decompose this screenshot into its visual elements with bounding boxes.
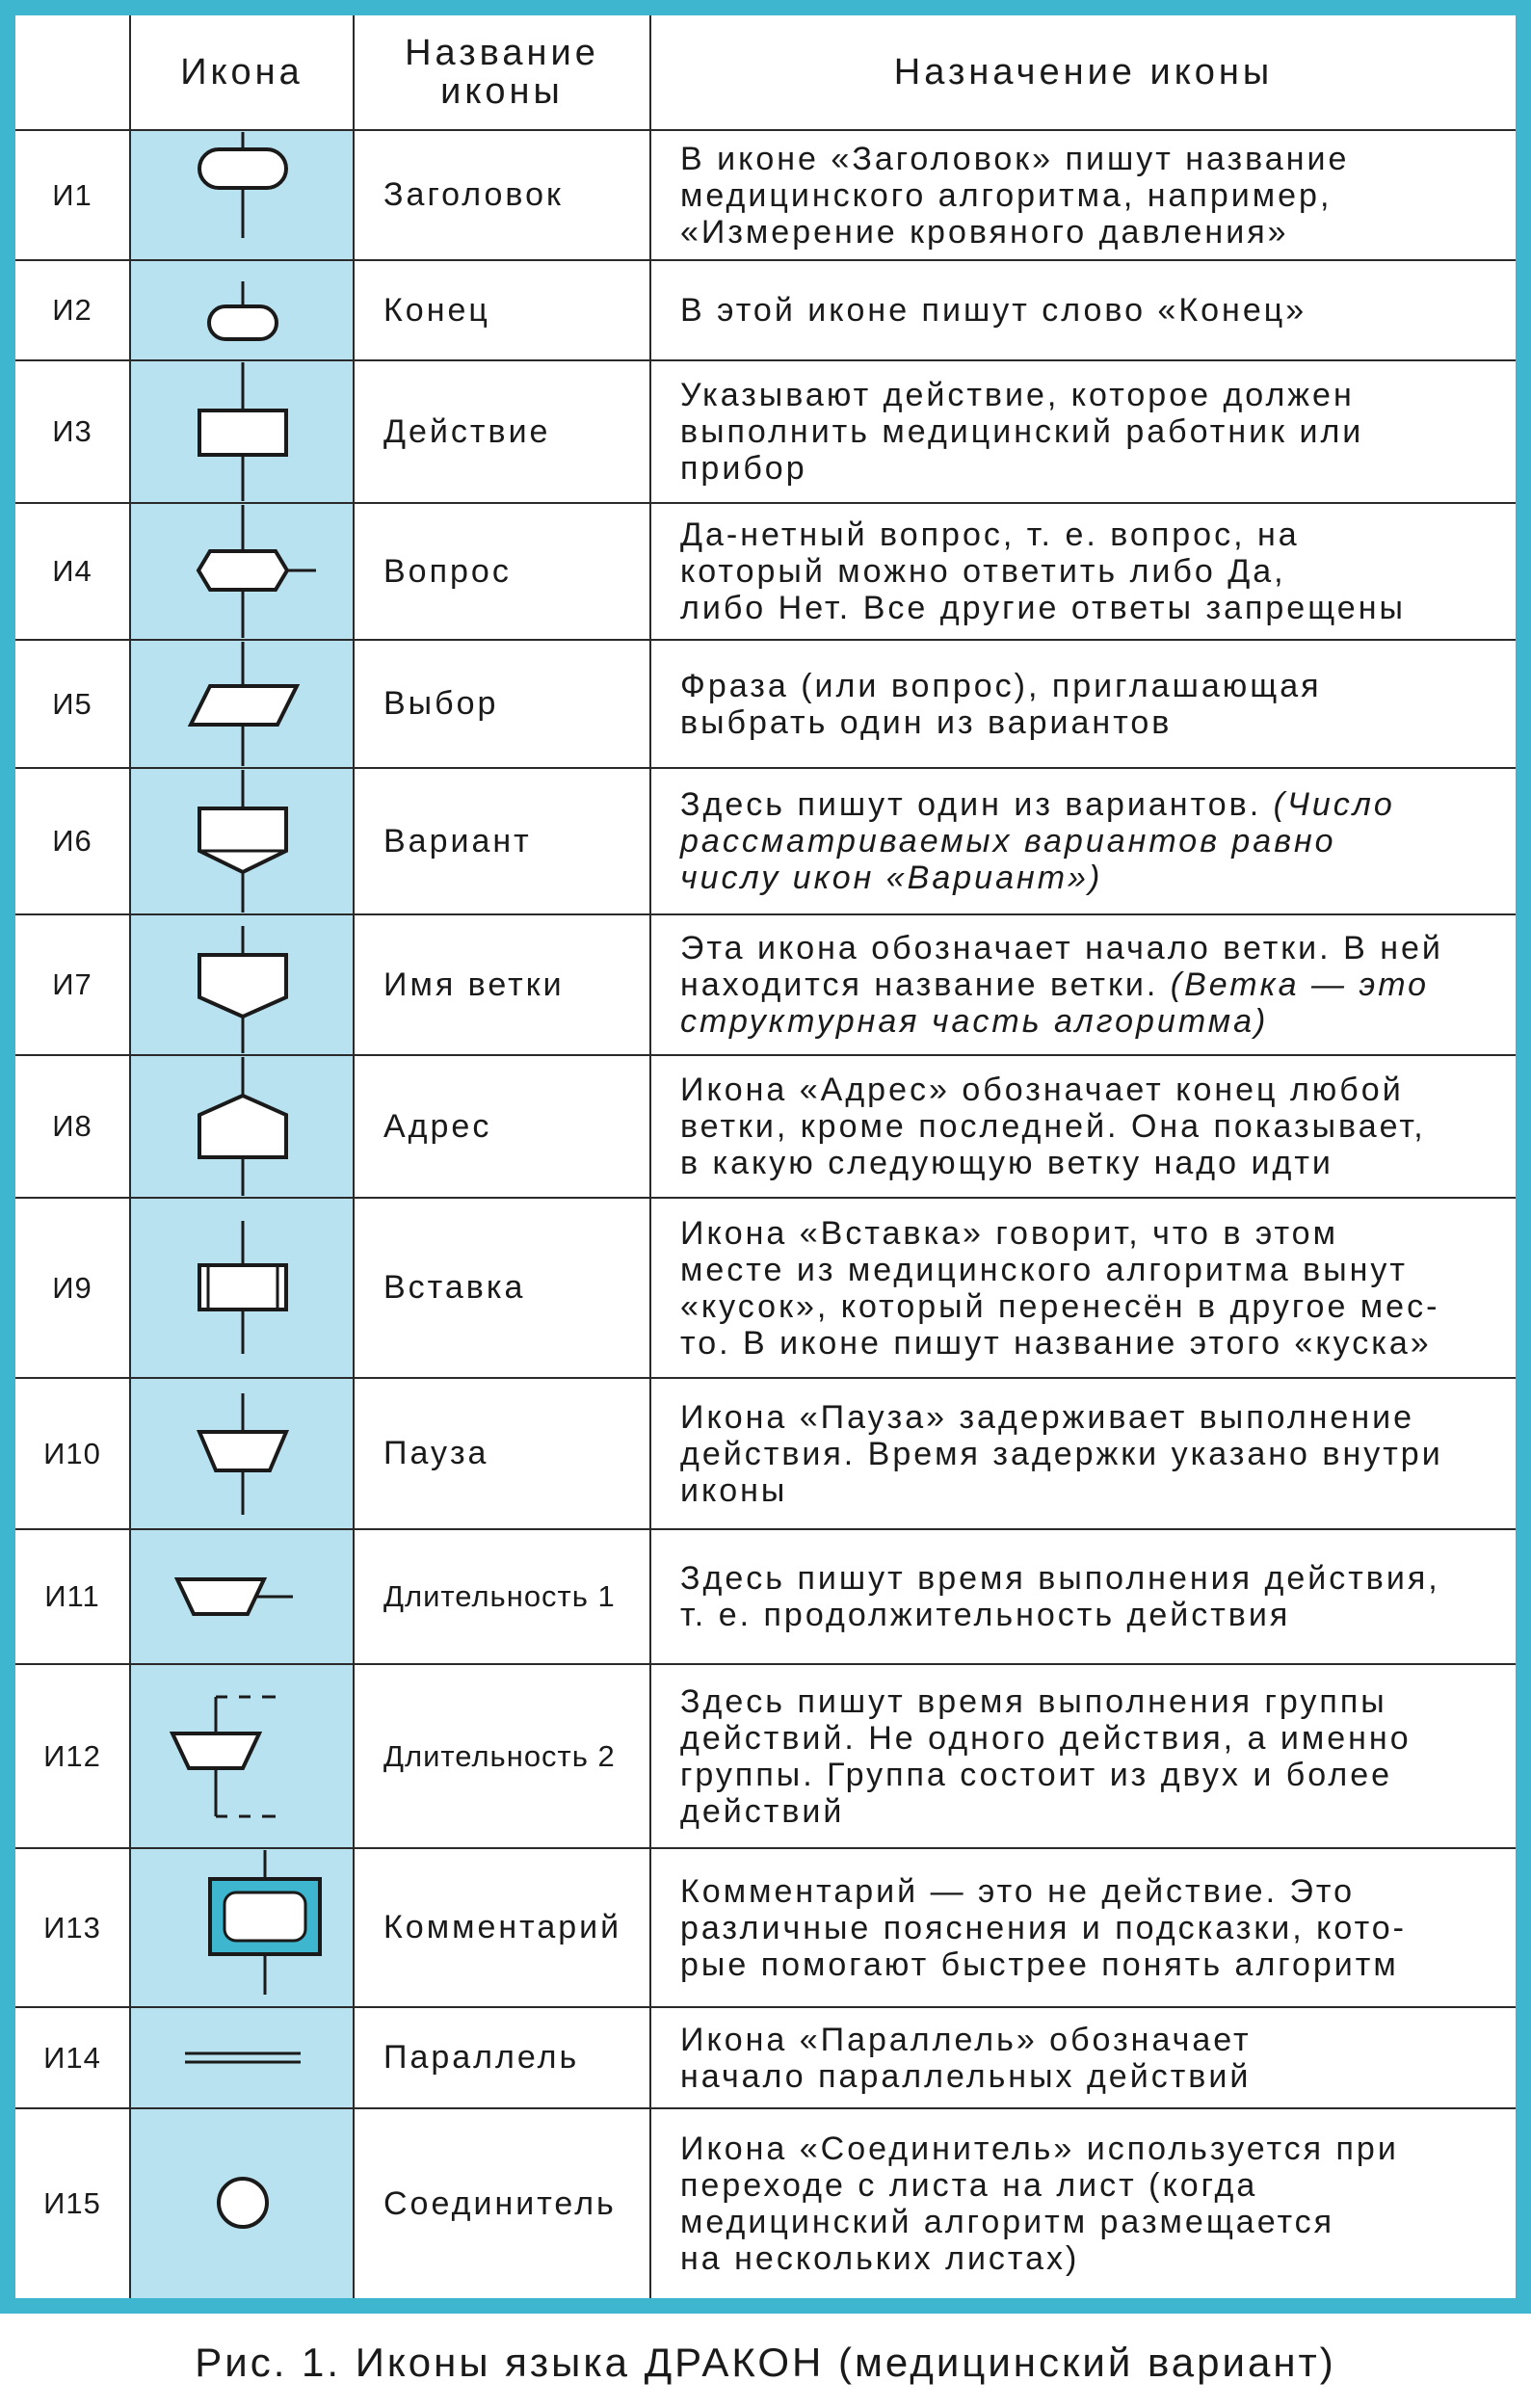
icon-cell bbox=[130, 1529, 354, 1664]
desc-line: Здесь пишут время выполнения группы bbox=[680, 1682, 1387, 1720]
branch-name-icon bbox=[131, 916, 355, 1053]
row-id: И2 bbox=[15, 260, 130, 360]
row-description bbox=[650, 2007, 1516, 2108]
icon-cell bbox=[130, 260, 354, 360]
row-description bbox=[650, 1055, 1516, 1198]
icon-cell bbox=[130, 640, 354, 768]
table-row bbox=[15, 503, 1516, 640]
desc-line bbox=[680, 1003, 1506, 1040]
row-description bbox=[650, 1848, 1516, 2007]
row-name: Пауза bbox=[354, 1378, 650, 1529]
icon-cell bbox=[130, 2108, 354, 2298]
icon-cell bbox=[130, 2007, 354, 2108]
desc-line: «Измерение кровяного давления» bbox=[680, 213, 1289, 251]
desc-line: в какую следующую ветку надо идти bbox=[680, 1145, 1333, 1181]
table-row bbox=[15, 2007, 1516, 2108]
desc-italic: (Ветка — это bbox=[1170, 966, 1430, 1003]
desc-line: то. В иконе пишут название этого «куска» bbox=[680, 1324, 1432, 1362]
row-name: Вопрос bbox=[354, 503, 650, 640]
row-name: Вариант bbox=[354, 768, 650, 914]
icon-cell bbox=[130, 1664, 354, 1848]
desc-line: иконы bbox=[680, 1471, 788, 1509]
desc-italic: (Число bbox=[1273, 786, 1395, 823]
row-id: И10 bbox=[15, 1378, 130, 1529]
desc-line: Икона «Вставка» говорит, что в этом bbox=[680, 1214, 1338, 1252]
row-description bbox=[650, 360, 1516, 503]
row-name: Конец bbox=[354, 260, 650, 360]
table-row bbox=[15, 130, 1516, 260]
comment-icon bbox=[131, 1850, 355, 2005]
row-id: И6 bbox=[15, 768, 130, 914]
desc-line: Указывают действие, которое должен bbox=[680, 377, 1355, 413]
duration-1-icon bbox=[131, 1531, 355, 1662]
variant-icon bbox=[131, 770, 355, 913]
icon-cell bbox=[130, 914, 354, 1055]
row-description bbox=[650, 1529, 1516, 1664]
icon-cell bbox=[130, 360, 354, 503]
figure-caption: Рис. 1. Иконы языка ДРАКОН (медицинский вариант) bbox=[195, 2340, 1336, 2385]
desc-italic: числу икон «Вариант») bbox=[680, 860, 1103, 896]
row-id: И3 bbox=[15, 360, 130, 503]
desc-line: месте из медицинского алгоритма вынут bbox=[680, 1251, 1409, 1288]
table-row bbox=[15, 360, 1516, 503]
end-icon bbox=[131, 262, 355, 358]
icon-cell bbox=[130, 768, 354, 914]
desc-line: прибор bbox=[680, 450, 807, 487]
desc-line: медицинского алгоритма, например, bbox=[680, 176, 1333, 214]
desc-line: действий. Не одного действия, а именно bbox=[680, 1719, 1412, 1757]
question-icon bbox=[131, 505, 355, 638]
row-name: Выбор bbox=[354, 640, 650, 768]
desc-plain: Здесь пишут один из вариантов. bbox=[680, 786, 1262, 823]
desc-line: Икона «Параллель» обозначает bbox=[680, 2021, 1252, 2058]
header-purpose: Назначение иконы bbox=[650, 15, 1516, 130]
desc-plain: находится название ветки. bbox=[680, 966, 1159, 1003]
row-name: Длительность 1 bbox=[354, 1529, 650, 1664]
row-description bbox=[650, 1198, 1516, 1378]
row-name: Длительность 2 bbox=[354, 1664, 650, 1848]
desc-line: выполнить медицинский работник или bbox=[680, 413, 1364, 450]
row-name: Параллель bbox=[354, 2007, 650, 2108]
desc-line: либо Нет. Все другие ответы запрещены bbox=[680, 590, 1406, 626]
desc-line: Здесь пишут время выполнения действия, bbox=[680, 1560, 1440, 1597]
row-id: И12 bbox=[15, 1664, 130, 1848]
icon-cell bbox=[130, 130, 354, 260]
row-name: Вставка bbox=[354, 1198, 650, 1378]
desc-line bbox=[680, 860, 1506, 896]
desc-line: Икона «Пауза» задерживает выполнение bbox=[680, 1398, 1415, 1436]
row-description bbox=[650, 640, 1516, 768]
table-row bbox=[15, 1848, 1516, 2007]
address-icon bbox=[131, 1057, 355, 1196]
table-row bbox=[15, 640, 1516, 768]
icon-cell bbox=[130, 503, 354, 640]
row-description bbox=[650, 768, 1516, 914]
desc-italic: рассматриваемых вариантов равно bbox=[680, 823, 1336, 860]
insert-icon bbox=[131, 1200, 355, 1376]
icon-cell bbox=[130, 1378, 354, 1529]
row-name: Действие bbox=[354, 360, 650, 503]
header-name-line1: Название bbox=[405, 33, 599, 73]
row-description bbox=[650, 503, 1516, 640]
row-description bbox=[650, 1378, 1516, 1529]
title-icon bbox=[131, 132, 355, 258]
desc-line: Да-нетный вопрос, т. е. вопрос, на bbox=[680, 516, 1300, 553]
desc-line: начало параллельных действий bbox=[680, 2057, 1252, 2095]
row-description bbox=[650, 1664, 1516, 1848]
table-row bbox=[15, 1529, 1516, 1664]
parallel-icon bbox=[131, 2009, 355, 2106]
table-row bbox=[15, 260, 1516, 360]
desc-line: переходе с листа на лист (когда bbox=[680, 2167, 1258, 2204]
row-name: Соединитель bbox=[354, 2108, 650, 2298]
desc-line bbox=[680, 966, 1506, 1003]
desc-line: т. е. продолжительность действия bbox=[680, 1597, 1291, 1633]
desc-line: действия. Время задержки указано внутри bbox=[680, 1435, 1443, 1472]
desc-line: рые помогают быстрее понять алгоритм bbox=[680, 1945, 1399, 1983]
pause-icon bbox=[131, 1380, 355, 1527]
row-id: И7 bbox=[15, 914, 130, 1055]
row-description bbox=[650, 260, 1516, 360]
header-name-line2: иконы bbox=[440, 71, 564, 112]
desc-line: выбрать один из вариантов bbox=[680, 703, 1173, 741]
table-row bbox=[15, 914, 1516, 1055]
row-name: Заголовок bbox=[354, 130, 650, 260]
desc-line: на нескольких листах) bbox=[680, 2240, 1080, 2277]
table-header-row bbox=[15, 15, 1516, 130]
header-name bbox=[354, 15, 650, 130]
header-id-cell bbox=[15, 15, 130, 130]
desc-line: Комментарий — это не действие. Это bbox=[680, 1872, 1356, 1910]
desc-line: «кусок», который перенесён в другое мес- bbox=[680, 1287, 1440, 1325]
table-row bbox=[15, 1055, 1516, 1198]
row-id: И11 bbox=[15, 1529, 130, 1664]
connector-icon bbox=[131, 2111, 355, 2297]
row-id: И13 bbox=[15, 1848, 130, 2007]
row-id: И14 bbox=[15, 2007, 130, 2108]
row-id: И5 bbox=[15, 640, 130, 768]
desc-line bbox=[680, 823, 1506, 860]
duration-2-icon bbox=[131, 1666, 355, 1846]
table-row bbox=[15, 2108, 1516, 2298]
desc-line: В этой иконе пишут слово «Конец» bbox=[680, 292, 1307, 329]
table-row bbox=[15, 1198, 1516, 1378]
row-description bbox=[650, 914, 1516, 1055]
action-icon bbox=[131, 362, 355, 501]
row-description bbox=[650, 130, 1516, 260]
desc-line: различные пояснения и подсказки, кото- bbox=[680, 1909, 1407, 1946]
desc-line: группы. Группа состоит из двух и более bbox=[680, 1756, 1393, 1793]
table-row bbox=[15, 1378, 1516, 1529]
row-id: И8 bbox=[15, 1055, 130, 1198]
desc-italic: структурная часть алгоритма) bbox=[680, 1003, 1269, 1040]
row-description bbox=[650, 2108, 1516, 2298]
header-icon: Икона bbox=[130, 15, 354, 130]
desc-line: медицинский алгоритм размещается bbox=[680, 2204, 1335, 2240]
desc-line: который можно ответить либо Да, bbox=[680, 553, 1286, 590]
choice-icon bbox=[131, 642, 355, 766]
icon-cell bbox=[130, 1848, 354, 2007]
desc-line: Икона «Соединитель» используется при bbox=[680, 2130, 1399, 2167]
row-id: И1 bbox=[15, 130, 130, 260]
desc-line: В иконе «Заголовок» пишут название bbox=[680, 140, 1350, 177]
icon-cell bbox=[130, 1055, 354, 1198]
row-name: Имя ветки bbox=[354, 914, 650, 1055]
desc-line: Икона «Адрес» обозначает конец любой bbox=[680, 1072, 1404, 1108]
desc-line bbox=[680, 786, 1506, 823]
row-name: Комментарий bbox=[354, 1848, 650, 2007]
icon-cell bbox=[130, 1198, 354, 1378]
icons-table bbox=[15, 15, 1516, 2298]
row-name: Адрес bbox=[354, 1055, 650, 1198]
row-id: И15 bbox=[15, 2108, 130, 2298]
desc-line: ветки, кроме последней. Она показывает, bbox=[680, 1108, 1426, 1145]
desc-line: Фраза (или вопрос), приглашающая bbox=[680, 667, 1322, 704]
desc-line: Эта икона обозначает начало ветки. В ней bbox=[680, 930, 1443, 966]
table-row bbox=[15, 1664, 1516, 1848]
table-row bbox=[15, 768, 1516, 914]
desc-line: действий bbox=[680, 1792, 845, 1830]
row-id: И4 bbox=[15, 503, 130, 640]
row-id: И9 bbox=[15, 1198, 130, 1378]
